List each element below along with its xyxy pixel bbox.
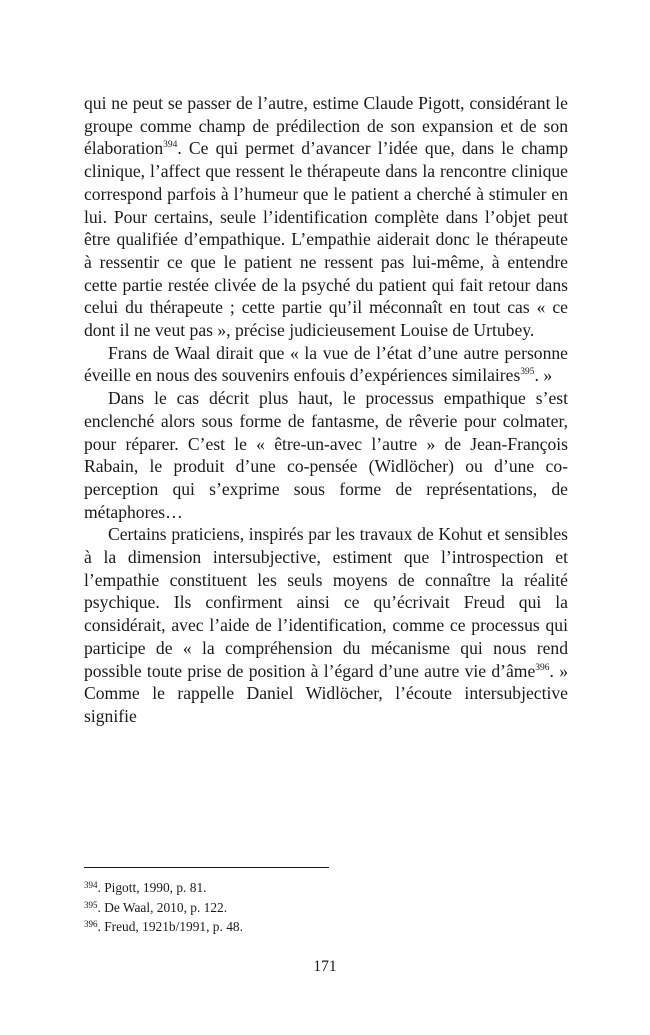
footnote-text: . Freud, 1921b/1991, p. 48.	[97, 919, 243, 934]
paragraph-4	[84, 523, 568, 727]
paragraph-2-part-1: Frans de Waal dirait que « la vue de l’état d’une autre personne éveille en nous des souvenirs enfouis d’expériences similaires	[84, 342, 568, 386]
footnote-394	[84, 878, 568, 898]
footnote-text: . De Waal, 2010, p. 122.	[97, 899, 228, 915]
footnote-396	[84, 917, 568, 937]
footnote-separator	[84, 867, 329, 868]
body-text	[84, 92, 568, 728]
page-number: 171	[313, 958, 337, 975]
paragraph-3-part-1: Dans le cas décrit plus haut, le processus empathique s’est enclenché alors sous forme de fantasme, de rêverie pour colmater, pour réparer. C’est le « être-un-avec l’autre » de Jean-François Rabain, le produit d’une co-pensée (Widlöcher) ou d’une co-perception qui s’exprime sous forme de représentations, de métaphores…	[84, 388, 568, 522]
footnote-text: . Pigott, 1990, p. 81.	[97, 880, 207, 895]
footnote-ref-394[interactable]: 394	[163, 140, 178, 151]
paragraph-4-part-2: . » Comme le rappelle Daniel Widlöcher, l’écoute intersubjective signifie	[84, 660, 569, 726]
footnote-number: 396	[84, 919, 98, 929]
paragraph-1-part-2: . Ce qui permet d’avancer l’idée que, dans le champ clinique, l’affect que ressent le thérapeute dans la rencontre clinique correspond parfois à l’humeur que le patient a cherché à stimuler en lui. Pour certains, seule l’identification complète dans l’objet peut être qualifiée d’empathique. L’empathie aiderait donc le thérapeute à ressentir ce que le patient ne ressent pas lui-même, à entendre cette partie restée clivée de la psyché du patient qui fait retour dans celui du thérapeute ; cette partie qu’il méconnaît en tout cas « ce dont il ne veut pas », précise judicieusement Louise de Urtubey.	[84, 138, 568, 341]
paragraph-3	[84, 387, 568, 523]
footnotes	[84, 878, 568, 937]
footnote-395	[84, 898, 568, 918]
paragraph-2	[84, 342, 568, 387]
footnote-number: 395	[84, 899, 98, 910]
paragraph-1	[84, 92, 568, 342]
paragraph-2-part-2: . »	[534, 365, 553, 386]
footnote-number: 394	[84, 880, 98, 890]
paragraph-1-part-1: qui ne peut se passer de l’autre, estime Claude Pigott, considérant le groupe comme champ de prédilection de son expansion et de son élaboration	[84, 93, 568, 159]
footnote-ref-395[interactable]: 395	[520, 367, 535, 378]
paragraph-4-part-1: Certains praticiens, inspirés par les travaux de Kohut et sensibles à la dimension intersubjective, estiment que l’introspection et l’empathie constituent les seuls moyens de connaître la réalité psychique. Ils confirment ainsi ce qu’écrivait Freud qui la considérait, avec l’aide de l’identification, comme ce processus qui participe de « la compréhension du mécanisme qui nous rend possible toute prise de position à l’égard d’une autre vie d’âme	[84, 524, 568, 681]
footnote-ref-396[interactable]: 396	[535, 662, 550, 673]
